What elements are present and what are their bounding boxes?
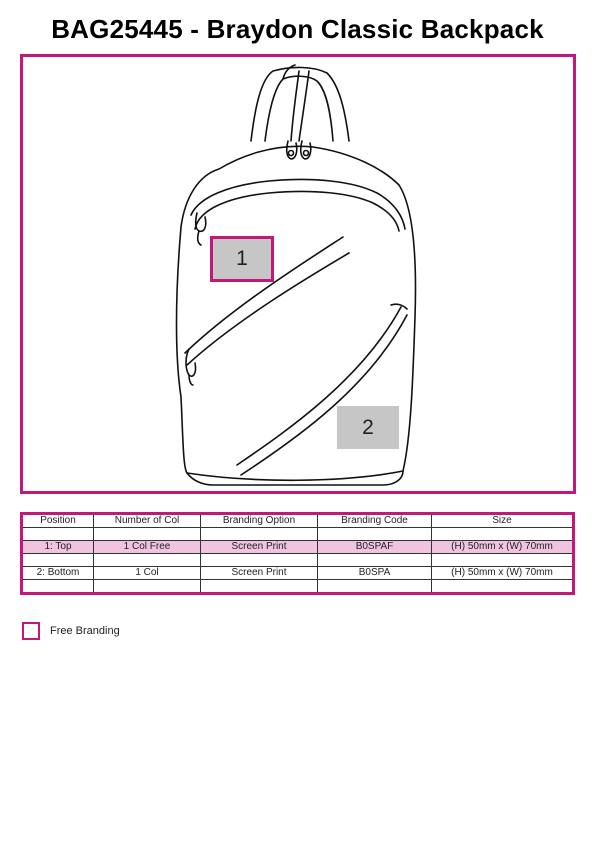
table-cell: B0SPAF bbox=[318, 541, 432, 554]
table-cell bbox=[432, 554, 574, 567]
header-branding-option: Branding Option bbox=[201, 514, 318, 528]
table-row bbox=[22, 554, 574, 567]
table-row bbox=[22, 580, 574, 594]
table-cell: Screen Print bbox=[201, 541, 318, 554]
header-number-of-col: Number of Col bbox=[94, 514, 201, 528]
backpack-drawing bbox=[23, 57, 573, 491]
table-cell bbox=[318, 554, 432, 567]
print-position-2 bbox=[337, 406, 399, 449]
table-cell bbox=[94, 528, 201, 541]
product-illustration-frame bbox=[20, 54, 576, 494]
table-cell: 1: Top bbox=[22, 541, 94, 554]
table-cell bbox=[22, 528, 94, 541]
table-cell bbox=[318, 528, 432, 541]
table-cell: Screen Print bbox=[201, 567, 318, 580]
branding-table bbox=[20, 512, 575, 595]
free-branding-swatch bbox=[22, 622, 40, 640]
header-position: Position bbox=[22, 514, 94, 528]
table-cell bbox=[201, 528, 318, 541]
table-cell bbox=[22, 580, 94, 594]
table-cell bbox=[22, 554, 94, 567]
table-row-free bbox=[22, 541, 574, 554]
table-cell: 1 Col Free bbox=[94, 541, 201, 554]
position-1-label: 1 bbox=[236, 247, 248, 270]
table-cell bbox=[318, 580, 432, 594]
table-row bbox=[22, 528, 574, 541]
table-cell: B0SPA bbox=[318, 567, 432, 580]
table-cell bbox=[201, 554, 318, 567]
table-cell: 2: Bottom bbox=[22, 567, 94, 580]
table-cell: (H) 50mm x (W) 70mm bbox=[432, 567, 574, 580]
print-position-1 bbox=[210, 236, 274, 282]
free-branding-label: Free Branding bbox=[50, 625, 120, 637]
header-size: Size bbox=[432, 514, 574, 528]
table-row bbox=[22, 567, 574, 580]
table-cell bbox=[94, 580, 201, 594]
table-cell bbox=[94, 554, 201, 567]
table-cell: 1 Col bbox=[94, 567, 201, 580]
table-cell: (H) 50mm x (W) 70mm bbox=[432, 541, 574, 554]
table-header-row bbox=[22, 514, 574, 528]
header-branding-code: Branding Code bbox=[318, 514, 432, 528]
table-cell bbox=[201, 580, 318, 594]
table-cell bbox=[432, 580, 574, 594]
page-title: BAG25445 - Braydon Classic Backpack bbox=[51, 14, 544, 44]
free-branding-legend bbox=[22, 622, 120, 640]
position-2-label: 2 bbox=[362, 415, 374, 439]
table-cell bbox=[432, 528, 574, 541]
